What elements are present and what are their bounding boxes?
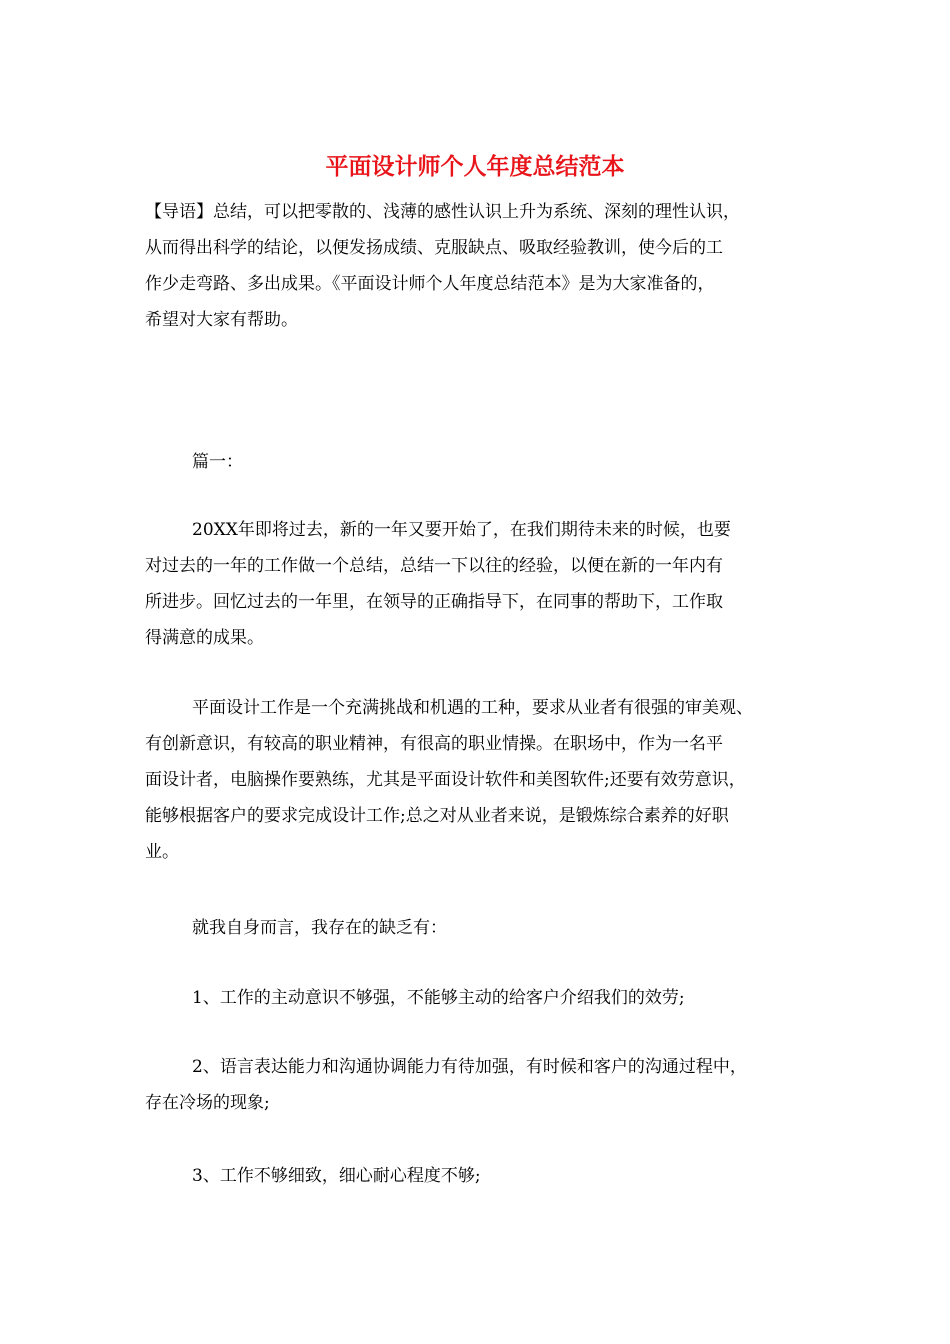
paragraph-line: 业。 (145, 842, 179, 862)
list-item-line: 存在冷场的现象; (145, 1093, 270, 1113)
paragraph-line: 有创新意识，有较高的职业精神，有很高的职业情操。在职场中，作为一名平 (145, 734, 723, 754)
paragraph-line: 平面设计工作是一个充满挑战和机遇的工种，要求从业者有很强的审美观、 (192, 698, 753, 718)
document-title: 平面设计师个人年度总结范本 (325, 154, 625, 180)
list-item-line: 1、工作的主动意识不够强，不能够主动的给客户介绍我们的效劳; (192, 988, 685, 1008)
section-heading-text: 篇一： (192, 452, 243, 472)
paragraph-line: 20XX年即将过去，新的一年又要开始了，在我们期待未来的时候，也要 (192, 520, 731, 540)
paragraph-line: 对过去的一年的工作做一个总结，总结一下以往的经验，以便在新的一年内有 (145, 556, 723, 576)
intro-paragraph (145, 194, 825, 338)
list-item-line: 2、语言表达能力和沟通协调能力有待加强，有时候和客户的沟通过程中， (192, 1057, 747, 1077)
list-item-line: 3、工作不够细致，细心耐心程度不够; (192, 1166, 481, 1186)
paragraph-line: 就我自身而言，我存在的缺乏有： (192, 918, 447, 938)
intro-line: 从而得出科学的结论，以便发扬成绩、克服缺点、吸取经验教训，使今后的工 (145, 238, 723, 258)
intro-line: 作少走弯路、多出成果。《平面设计师个人年度总结范本》是为大家准备的， (145, 274, 715, 294)
paragraph-3 (145, 910, 825, 946)
section-heading (145, 444, 825, 480)
paragraph-2 (145, 690, 825, 870)
paragraph-1 (145, 512, 825, 656)
intro-line: 希望对大家有帮助。 (145, 310, 298, 330)
intro-line: 【导语】总结，可以把零散的、浅薄的感性认识上升为系统、深刻的理性认识， (145, 202, 740, 222)
paragraph-line: 面设计者，电脑操作要熟练，尤其是平面设计软件和美图软件;还要有效劳意识， (145, 770, 746, 790)
paragraph-line: 能够根据客户的要求完成设计工作;总之对从业者来说，是锻炼综合素养的好职 (145, 806, 729, 826)
paragraph-line: 所进步。回忆过去的一年里，在领导的正确指导下，在同事的帮助下，工作取 (145, 592, 723, 612)
paragraph-line: 得满意的成果。 (145, 628, 264, 648)
list-item-3 (145, 1158, 825, 1194)
list-item-2 (145, 1049, 825, 1121)
list-item-1 (145, 980, 825, 1016)
